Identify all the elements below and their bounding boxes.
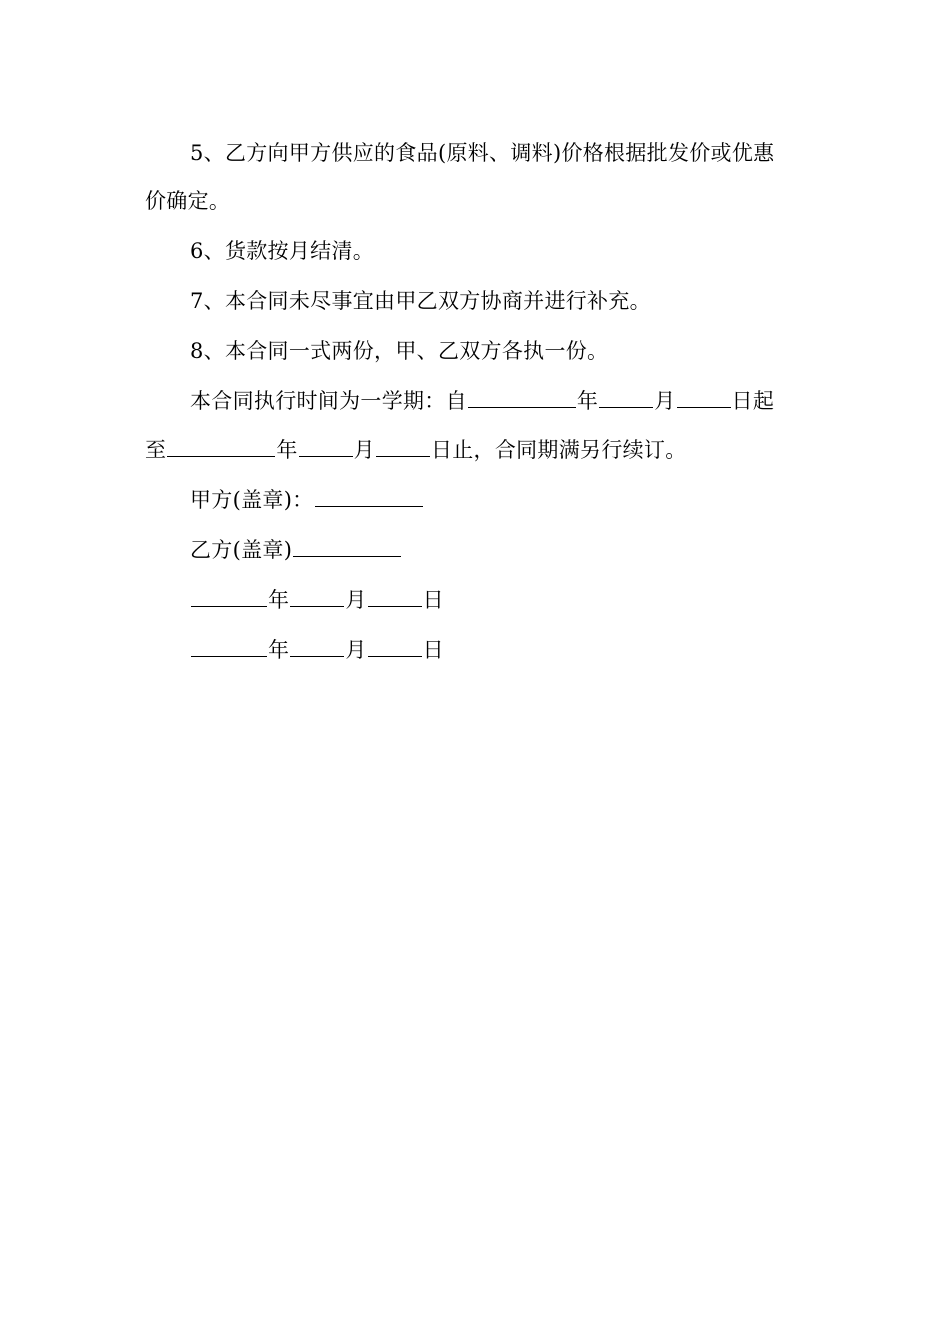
date-1-day-label: 日 [422,588,444,612]
term-year-label: 年 [576,389,599,413]
party-a-signature [190,485,424,515]
party-a-blank[interactable] [315,486,423,507]
date-1-month-blank[interactable] [290,586,344,607]
term-to-label: 至 [145,438,167,462]
end-day-blank[interactable] [376,436,430,457]
clause-8-text: 8、本合同一式两份，甲、乙双方各执一份。 [190,339,609,363]
end-month-blank[interactable] [299,436,353,457]
start-day-blank[interactable] [677,387,731,408]
clause-6 [190,236,374,266]
date-2-month-label: 月 [345,638,367,662]
term-prefix: 本合同执行时间为一学期：自 [190,389,467,413]
date-1-day-blank[interactable] [368,586,422,607]
date-line-1 [190,585,444,615]
clause-7-text: 7、本合同未尽事宜由甲乙双方协商并进行补充。 [190,289,651,313]
term-line-1 [190,386,774,416]
term-month-label: 月 [654,389,676,413]
clause-6-text: 6、货款按月结清。 [190,239,375,263]
clause-5-text-cont: 价确定。 [145,189,231,213]
term-day-label: 日起 [731,389,775,413]
date-2-day-label: 日 [422,638,444,662]
date-2-year-blank[interactable] [191,636,267,657]
clause-7 [190,286,651,316]
term-line-2 [145,435,687,465]
start-month-blank[interactable] [599,387,653,408]
party-b-blank[interactable] [293,536,401,557]
date-1-year-label: 年 [268,588,290,612]
date-1-month-label: 月 [345,588,367,612]
start-year-blank[interactable] [468,387,576,408]
date-1-year-blank[interactable] [191,586,267,607]
clause-8 [190,336,608,366]
date-2-year-label: 年 [268,638,290,662]
party-b-label: 乙方(盖章) [190,538,293,562]
term-end-text: 日止，合同期满另行续订。 [430,438,687,462]
term-end-month-label: 月 [353,438,375,462]
party-b-signature [190,535,402,565]
party-a-label: 甲方(盖章)： [190,488,314,512]
clause-5-line-1 [190,138,774,168]
clause-5-line-2 [145,186,230,216]
date-2-month-blank[interactable] [290,636,344,657]
date-2-day-blank[interactable] [368,636,422,657]
term-end-year-label: 年 [276,438,298,462]
clause-5-text: 5、乙方向甲方供应的食品(原料、调料)价格根据批发价或优惠 [190,141,775,165]
end-year-blank[interactable] [167,436,275,457]
date-line-2 [190,635,444,665]
